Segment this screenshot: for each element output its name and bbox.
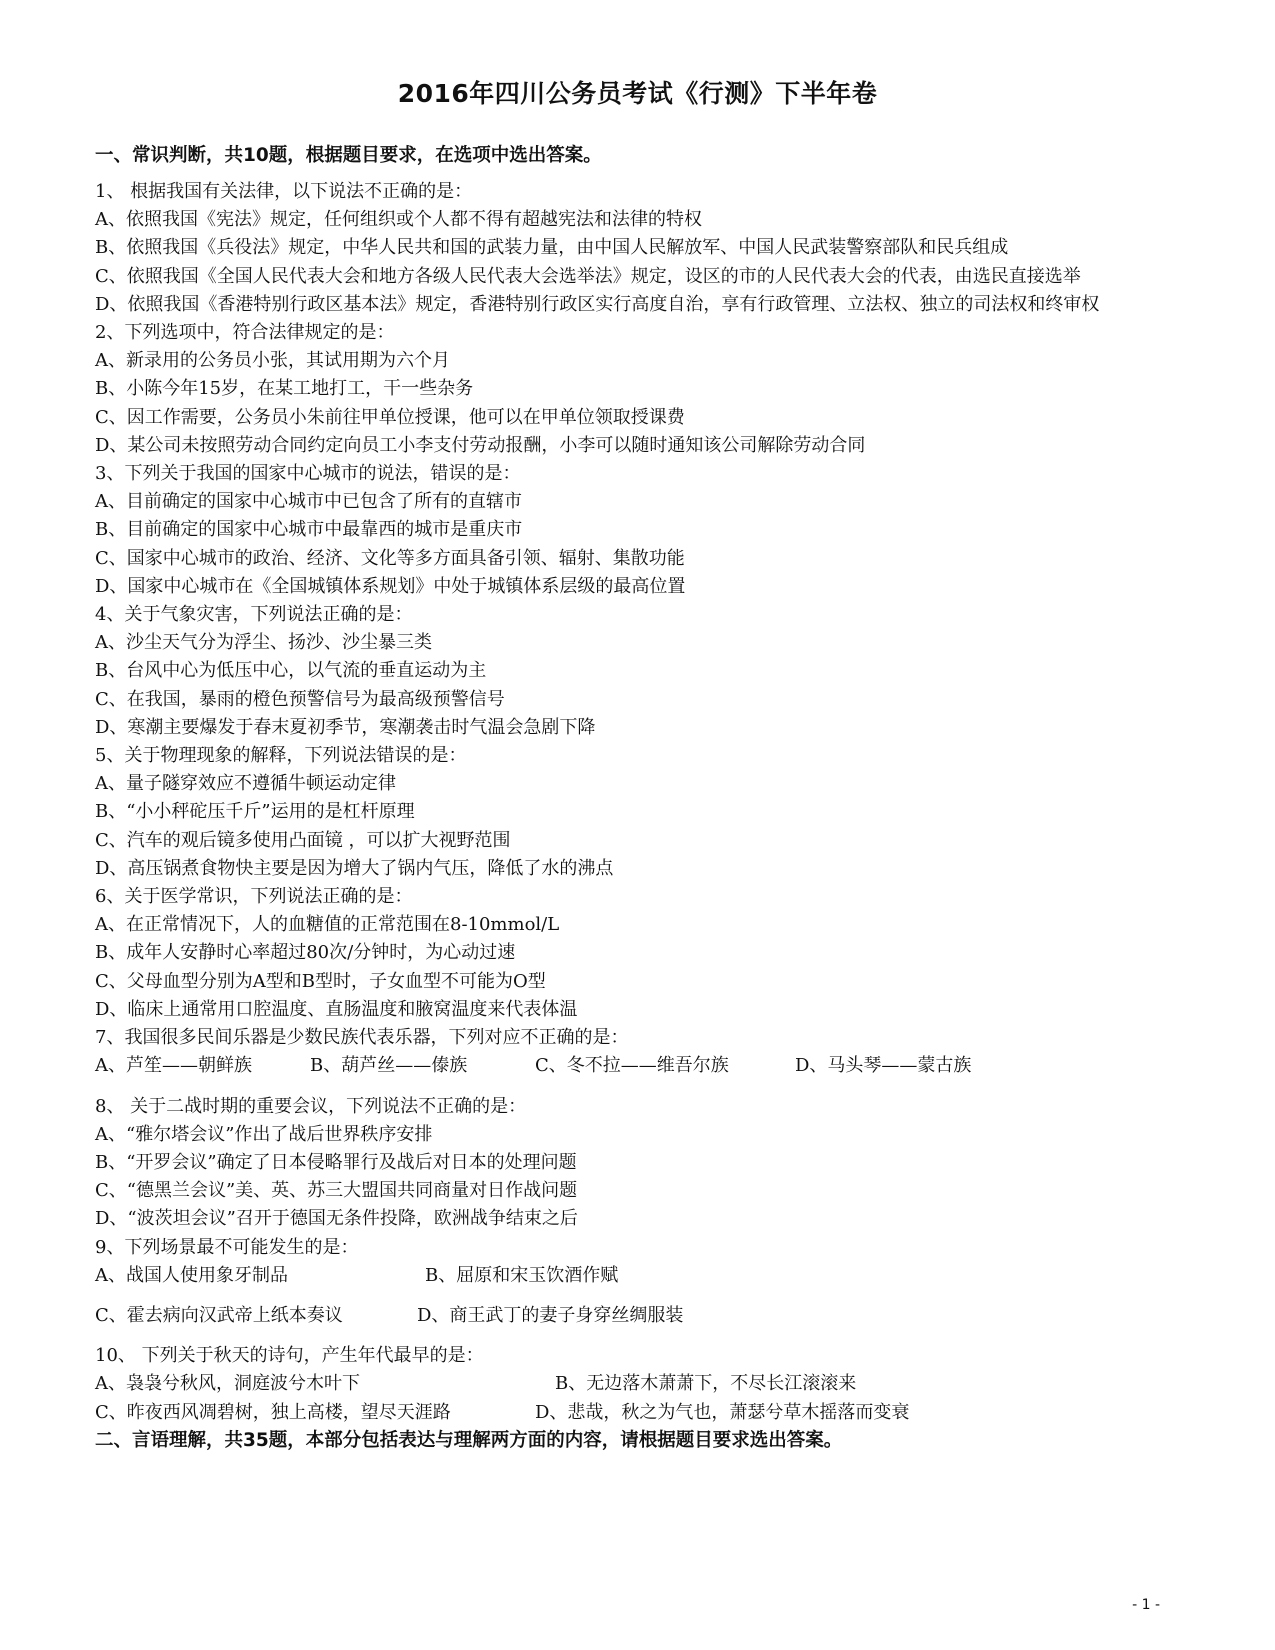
option-row <box>95 1052 1180 1080</box>
option-b: B、台风中心为低压中心，以气流的垂直运动为主 <box>95 660 487 682</box>
option-c: C、因工作需要，公务员小朱前往甲单位授课，他可以在甲单位领取授课费 <box>95 406 685 428</box>
option-c: C、冬不拉——维吾尔族 <box>535 1055 729 1077</box>
option-c: C、国家中心城市的政治、经济、文化等多方面具备引领、辐射、集散功能 <box>95 547 685 569</box>
page-title: 2016年四川公务员考试《行测》下半年卷 <box>397 79 878 108</box>
question-stem: 3、下列关于我国的国家中心城市的说法，错误的是： <box>95 463 521 485</box>
question-stem: 9、下列场景最不可能发生的是： <box>95 1236 359 1258</box>
option-row <box>95 1370 1180 1398</box>
question-stem: 10、 下列关于秋天的诗句，产生年代最早的是： <box>95 1345 484 1367</box>
option-d: D、某公司未按照劳动合同约定向员工小李支付劳动报酬，小李可以随时通知该公司解除劳动合同 <box>95 434 866 456</box>
option-a: A、沙尘天气分为浮尘、扬沙、沙尘暴三类 <box>95 632 432 654</box>
option-b: B、小陈今年15岁，在某工地打工，干一些杂务 <box>95 378 474 400</box>
option-d: D、马头琴——蒙古族 <box>795 1055 972 1077</box>
option-a: A、袅袅兮秋风，洞庭波兮木叶下 <box>95 1373 360 1395</box>
option-b: B、葫芦丝——傣族 <box>310 1055 468 1077</box>
page-number: - 1 - <box>1132 1597 1160 1613</box>
option-row <box>95 1262 1180 1290</box>
question-stem: 6、关于医学常识，下列说法正确的是： <box>95 886 413 908</box>
option-c: C、霍去病向汉武帝上纸本奏议 <box>95 1304 343 1326</box>
question-stem: 5、关于物理现象的解释，下列说法错误的是： <box>95 745 467 767</box>
question-stem: 8、 关于二战时期的重要会议，下列说法不正确的是： <box>95 1095 527 1117</box>
question-stem: 4、关于气象灾害，下列说法正确的是： <box>95 604 413 626</box>
question-5 <box>95 742 1180 883</box>
option-d: D、“波茨坦会议”召开于德国无条件投降，欧洲战争结束之后 <box>95 1208 578 1230</box>
question-9 <box>95 1234 1180 1331</box>
question-7 <box>95 1024 1180 1080</box>
option-a: A、新录用的公务员小张，其试用期为六个月 <box>95 350 450 372</box>
question-4 <box>95 601 1180 742</box>
option-c: C、昨夜西风凋碧树，独上高楼，望尽天涯路 <box>95 1401 451 1423</box>
option-a: A、依照我国《宪法》规定，任何组织或个人都不得有超越宪法和法律的特权 <box>95 209 702 231</box>
option-b: B、目前确定的国家中心城市中最靠西的城市是重庆市 <box>95 519 523 541</box>
exam-body <box>95 142 1180 1455</box>
option-d: D、商王武丁的妻子身穿丝绸服装 <box>417 1304 684 1326</box>
question-3 <box>95 460 1180 601</box>
section-heading-1: 一、常识判断，共10题，根据题目要求，在选项中选出答案。 <box>95 145 602 166</box>
section-heading-2: 二、言语理解，共35题，本部分包括表达与理解两方面的内容，请根据题目要求选出答案。 <box>95 1429 843 1451</box>
option-b: B、屈原和宋玉饮酒作赋 <box>425 1264 619 1286</box>
option-d: D、临床上通常用口腔温度、直肠温度和腋窝温度来代表体温 <box>95 998 578 1020</box>
option-d: D、高压锅煮食物快主要是因为增大了锅内气压，降低了水的沸点 <box>95 857 614 879</box>
option-b: B、依照我国《兵役法》规定，中华人民共和国的武装力量，由中国人民解放军、中国人民武装警察部队和民兵组成 <box>95 237 1009 259</box>
question-8 <box>95 1093 1180 1234</box>
question-stem: 2、下列选项中，符合法律规定的是： <box>95 322 395 344</box>
question-1 <box>95 178 1180 319</box>
option-c: C、依照我国《全国人民代表大会和地方各级人民代表大会选举法》规定，设区的市的人民代表大会的代表，由选民直接选举 <box>95 265 1081 287</box>
option-b: B、无边落木萧萧下，不尽长江滚滚来 <box>555 1373 857 1395</box>
question-2 <box>95 319 1180 460</box>
option-d: D、悲哉，秋之为气也，萧瑟兮草木摇落而变衰 <box>535 1401 910 1423</box>
option-c: C、汽车的观后镜多使用凸面镜 ，可以扩大视野范围 <box>95 829 511 851</box>
option-a: A、战国人使用象牙制品 <box>95 1264 288 1286</box>
option-a: A、芦笙——朝鲜族 <box>95 1055 252 1077</box>
option-b: B、“开罗会议”确定了日本侵略罪行及战后对日本的处理问题 <box>95 1151 577 1173</box>
question-10 <box>95 1342 1180 1427</box>
option-d: D、寒潮主要爆发于春末夏初季节，寒潮袭击时气温会急剧下降 <box>95 716 596 738</box>
option-a: A、“雅尔塔会议”作出了战后世界秩序安排 <box>95 1123 433 1145</box>
option-row <box>95 1302 1180 1330</box>
option-c: C、在我国，暴雨的橙色预警信号为最高级预警信号 <box>95 688 505 710</box>
option-d: D、依照我国《香港特别行政区基本法》规定，香港特别行政区实行高度自治，享有行政管理、立法权、独立的司法权和终审权 <box>95 293 1100 315</box>
question-stem: 7、我国很多民间乐器是少数民族代表乐器，下列对应不正确的是： <box>95 1027 629 1049</box>
question-6 <box>95 883 1180 1024</box>
option-row <box>95 1399 1180 1427</box>
option-a: A、目前确定的国家中心城市中已包含了所有的直辖市 <box>95 491 522 513</box>
option-d: D、国家中心城市在《全国城镇体系规划》中处于城镇体系层级的最高位置 <box>95 575 686 597</box>
option-a: A、量子隧穿效应不遵循牛顿运动定律 <box>95 773 396 795</box>
option-c: C、父母血型分别为A型和B型时，子女血型不可能为O型 <box>95 970 546 992</box>
option-b: B、成年人安静时心率超过80次/分钟时，为心动过速 <box>95 942 516 964</box>
option-a: A、在正常情况下，人的血糖值的正常范围在8-10mmol/L <box>95 914 560 936</box>
option-b: B、“小小秤砣压千斤”运用的是杠杆原理 <box>95 801 415 823</box>
question-stem: 1、 根据我国有关法律，以下说法不正确的是： <box>95 181 473 202</box>
option-c: C、“德黑兰会议”美、英、苏三大盟国共同商量对日作战问题 <box>95 1180 578 1202</box>
